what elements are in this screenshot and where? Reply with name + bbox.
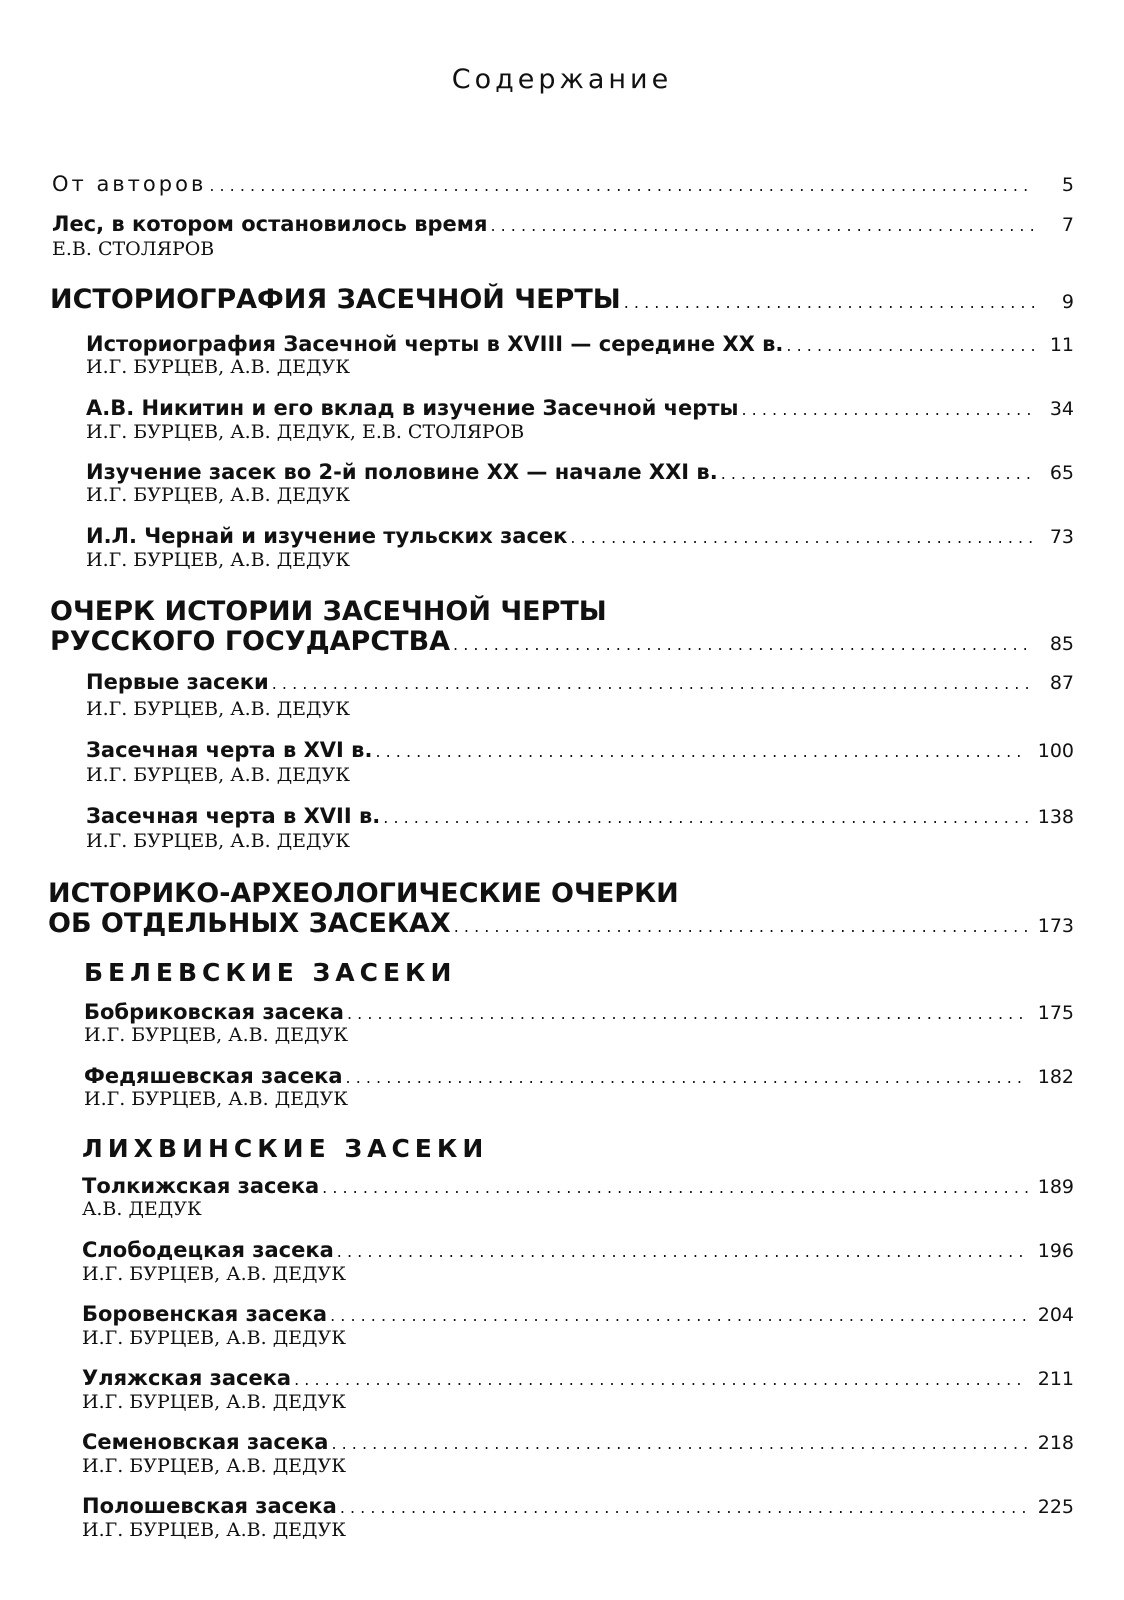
entry-title: Федяшевская засека: [84, 1064, 343, 1088]
dot-leader: [340, 1498, 1028, 1517]
section-title-line: ИСТОРИКО-АРХЕОЛОГИЧЕСКИЕ ОЧЕРКИ: [48, 878, 679, 909]
entry-title: Уляжская засека: [82, 1366, 292, 1390]
dot-leader: [209, 176, 1034, 195]
dot-leader: [294, 1370, 1028, 1389]
page-number: 100: [1037, 740, 1074, 762]
entry-title: Бобриковская засека: [84, 1000, 344, 1024]
page-number: 5: [1061, 174, 1074, 196]
toc-entry[interactable]: [84, 1000, 1074, 1024]
entry-authors: И.Г. БУРЦЕВ, А.В. ДЕДУК: [82, 1519, 346, 1541]
dot-leader: [490, 216, 1034, 235]
entry-authors: И.Г. БУРЦЕВ, А.В. ДЕДУК: [84, 1024, 348, 1046]
toc-entry[interactable]: [86, 804, 1074, 828]
dot-leader: [331, 1434, 1027, 1453]
page-number: 189: [1037, 1176, 1074, 1198]
entry-title: Боровенская засека: [82, 1302, 328, 1326]
toc-entry[interactable]: [84, 1064, 1074, 1088]
toc-entry[interactable]: [82, 1174, 1074, 1198]
entry-authors: И.Г. БУРЦЕВ, А.В. ДЕДУК: [86, 549, 350, 571]
entry-title: Засечная черта в XVI в.: [86, 738, 373, 762]
toc-entry[interactable]: [86, 670, 1074, 694]
page-number: 175: [1037, 1002, 1074, 1024]
toc-entry[interactable]: [86, 524, 1074, 548]
entry-authors: И.Г. БУРЦЕВ, А.В. ДЕДУК: [86, 764, 350, 786]
page-number: 34: [1049, 398, 1074, 420]
subgroup-heading: БЕЛЕВСКИЕ ЗАСЕКИ: [84, 958, 457, 987]
entry-title: Толкижская засека: [82, 1174, 320, 1198]
toc-entry-from-authors[interactable]: [52, 172, 1074, 196]
section-title-line: ОЧЕРК ИСТОРИИ ЗАСЕЧНОЙ ЧЕРТЫ: [50, 596, 607, 627]
page-number: 138: [1037, 806, 1074, 828]
entry-title: Полошевская засека: [82, 1494, 337, 1518]
page-number: 85: [1049, 633, 1074, 655]
dot-leader: [453, 635, 1034, 654]
page-number: 7: [1061, 214, 1074, 236]
page-number: 196: [1037, 1240, 1074, 1262]
page-title: Содержание: [451, 64, 673, 95]
page-number: 73: [1049, 526, 1074, 548]
entry-authors: А.В. ДЕДУК: [82, 1198, 202, 1220]
dot-leader: [322, 1178, 1028, 1197]
dot-leader: [272, 674, 1034, 693]
toc-entry[interactable]: [82, 1302, 1074, 1326]
toc-entry[interactable]: [82, 1430, 1074, 1454]
entry-authors: Е.В. СТОЛЯРОВ: [52, 238, 215, 260]
entry-authors: И.Г. БУРЦЕВ, А.В. ДЕДУК: [82, 1391, 346, 1413]
page-number: 182: [1037, 1066, 1074, 1088]
dot-leader: [347, 1004, 1028, 1023]
entry-title: Изучение засек во 2-й половине XX — начале XXI в.: [86, 460, 718, 484]
page-number: 225: [1037, 1496, 1074, 1518]
dot-leader: [346, 1068, 1028, 1087]
entry-authors: И.Г. БУРЦЕВ, А.В. ДЕДУК: [86, 830, 350, 852]
toc-entry[interactable]: [86, 738, 1074, 762]
section-title: ОБ ОТДЕЛЬНЫХ ЗАСЕКАХ: [48, 908, 451, 939]
toc-entry[interactable]: [86, 460, 1074, 484]
toc-entry[interactable]: [86, 332, 1074, 356]
entry-authors: И.Г. БУРЦЕВ, А.В. ДЕДУК: [86, 356, 350, 378]
entry-authors: И.Г. БУРЦЕВ, А.В. ДЕДУК: [82, 1327, 346, 1349]
dot-leader: [375, 742, 1027, 761]
dot-leader: [742, 400, 1035, 419]
entry-authors: И.Г. БУРЦЕВ, А.В. ДЕДУК: [82, 1263, 346, 1285]
page-number: 211: [1037, 1368, 1074, 1390]
toc-entry[interactable]: [82, 1366, 1074, 1390]
section-heading-historiography[interactable]: [50, 284, 1074, 315]
page-number: 218: [1037, 1432, 1074, 1454]
entry-authors: И.Г. БУРЦЕВ, А.В. ДЕДУК: [84, 1088, 348, 1110]
page-number: 65: [1049, 462, 1074, 484]
section-heading-archaeology[interactable]: [48, 908, 1074, 939]
dot-leader: [721, 464, 1034, 483]
entry-title: От авторов: [52, 172, 207, 196]
dot-leader: [337, 1242, 1028, 1261]
entry-authors: И.Г. БУРЦЕВ, А.В. ДЕДУК, Е.В. СТОЛЯРОВ: [86, 421, 525, 443]
page-number: 9: [1061, 291, 1074, 313]
entry-authors: И.Г. БУРЦЕВ, А.В. ДЕДУК: [86, 484, 350, 506]
section-title: ИСТОРИОГРАФИЯ ЗАСЕЧНОЙ ЧЕРТЫ: [50, 284, 621, 315]
toc-entry-forest[interactable]: [52, 212, 1074, 236]
entry-title: И.Л. Чернай и изучение тульских засек: [86, 524, 568, 548]
entry-title: Семеновская засека: [82, 1430, 329, 1454]
toc-entry[interactable]: [82, 1494, 1074, 1518]
subgroup-heading: ЛИХВИНСКИЕ ЗАСЕКИ: [82, 1134, 489, 1163]
dot-leader: [786, 336, 1034, 355]
entry-title: Лес, в котором остановилось время: [52, 212, 488, 236]
section-title: РУССКОГО ГОСУДАРСТВА: [50, 626, 451, 657]
entry-title: А.В. Никитин и его вклад в изучение Засечной черты: [86, 396, 739, 420]
entry-title: Слободецкая засека: [82, 1238, 334, 1262]
entry-title: Первые засеки: [86, 670, 269, 694]
dot-leader: [570, 528, 1034, 547]
page-number: 87: [1049, 672, 1074, 694]
dot-leader: [624, 293, 1034, 312]
entry-authors: И.Г. БУРЦЕВ, А.В. ДЕДУК: [86, 698, 350, 720]
section-heading-history-essay[interactable]: [50, 626, 1074, 657]
entry-authors: И.Г. БУРЦЕВ, А.В. ДЕДУК: [82, 1455, 346, 1477]
dot-leader: [330, 1306, 1028, 1325]
entry-title: Засечная черта в XVII в.: [86, 804, 381, 828]
page-number: 204: [1037, 1304, 1074, 1326]
page-number: 11: [1049, 334, 1074, 356]
page-number: 173: [1037, 915, 1074, 937]
entry-title: Историография Засечной черты в XVIII — середине XX в.: [86, 332, 784, 356]
dot-leader: [383, 808, 1027, 827]
toc-entry[interactable]: [82, 1238, 1074, 1262]
toc-entry[interactable]: [86, 396, 1074, 420]
dot-leader: [454, 917, 1028, 936]
